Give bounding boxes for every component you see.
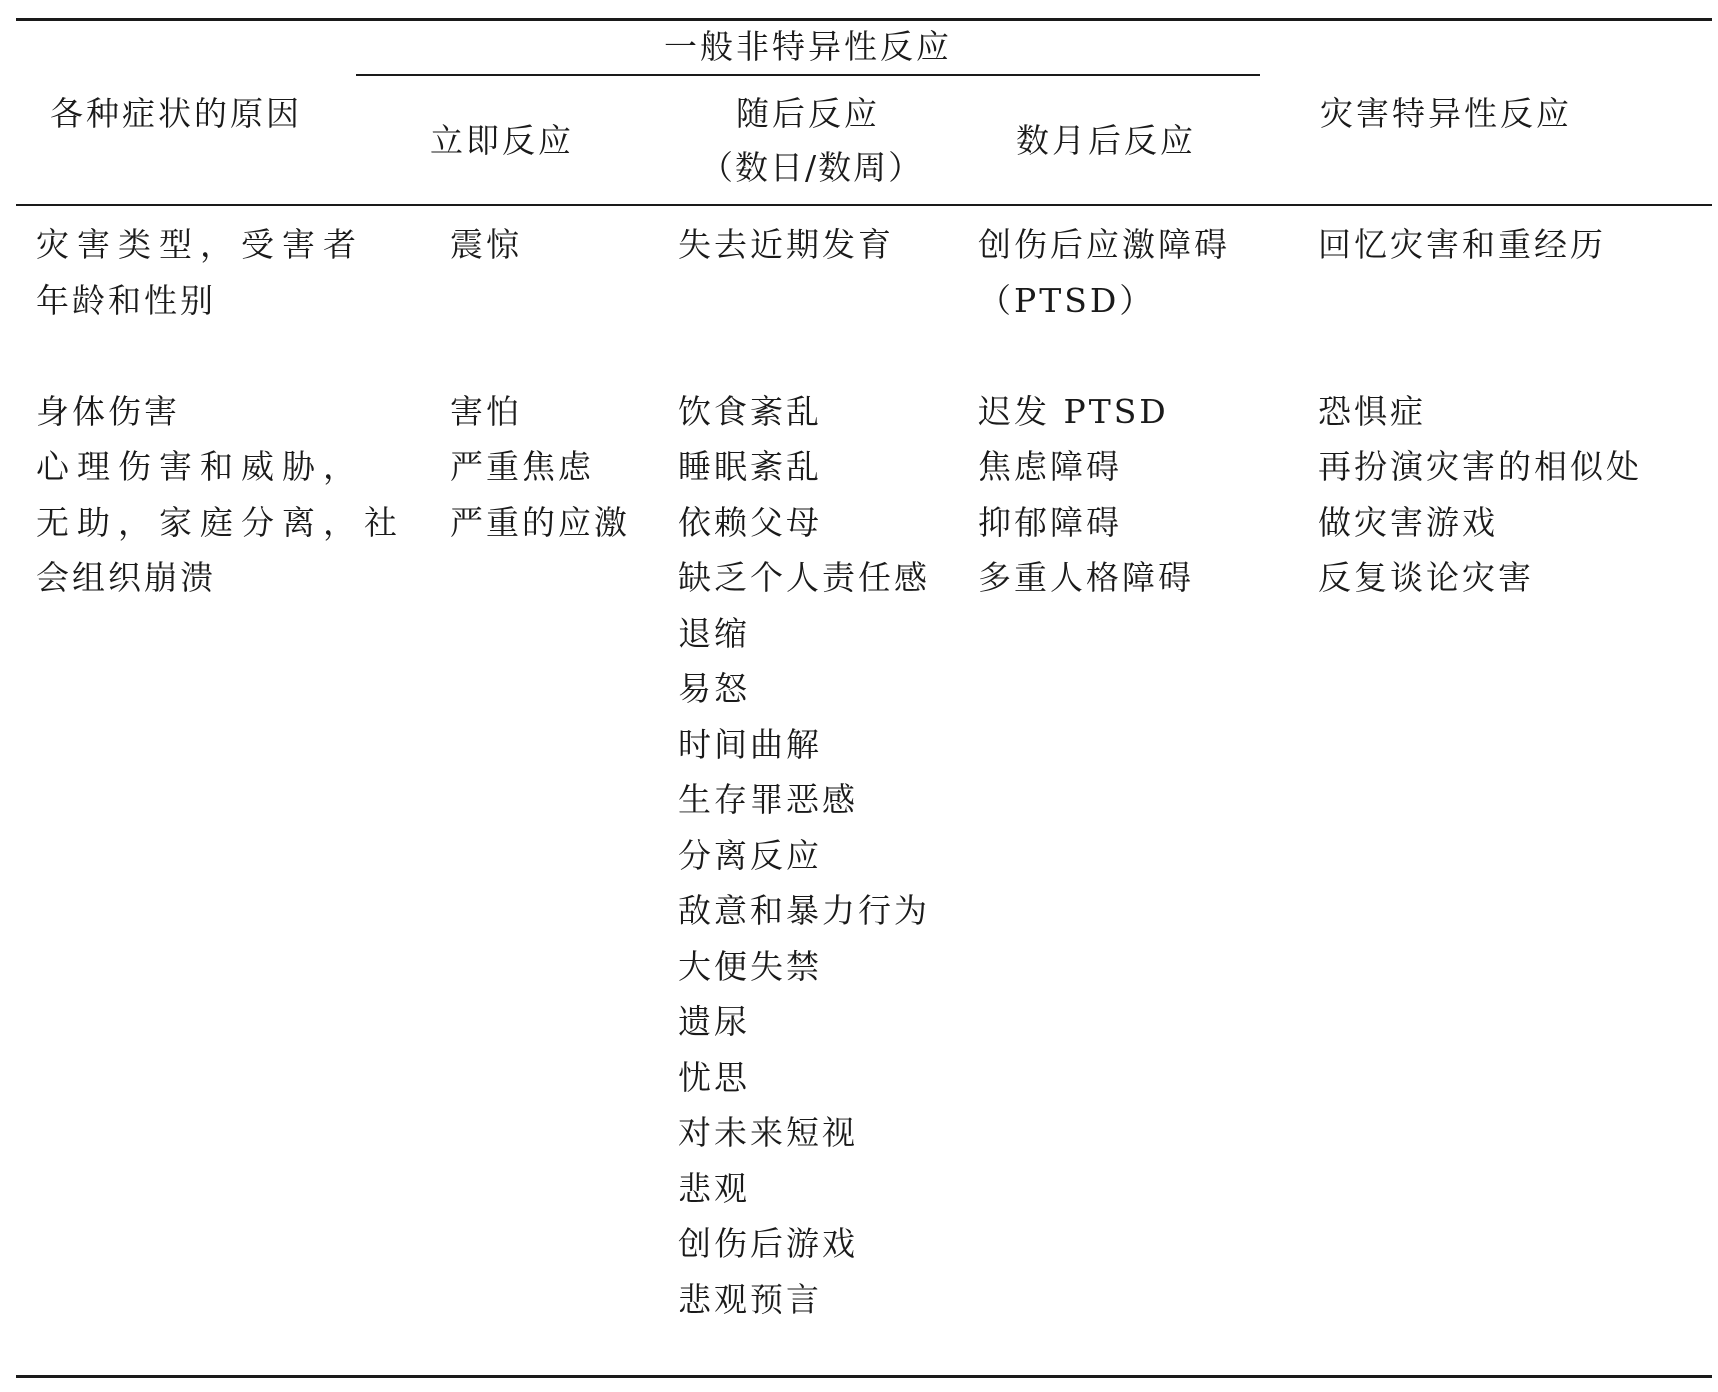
header-immediate: 立即反应 [430,121,574,160]
list-item: 悲观 [678,1168,750,1208]
list-item: 生存罪恶感 [678,780,858,819]
header-general-group: 一般非特异性反应 [664,27,952,66]
list-item: 反复谈论灾害 [1318,558,1534,597]
list-item: 遗尿 [678,1002,750,1041]
list-item: 再扮演灾害的相似处 [1318,447,1642,486]
column-subsequent [678,225,930,1335]
table-top-rule [16,18,1712,21]
list-item: 心理伤害和威胁， [36,447,364,486]
header-separator-rule [16,204,1712,206]
table-bottom-rule [16,1375,1712,1378]
list-item: 多重人格障碍 [978,558,1194,597]
list-item: 抑郁障碍 [978,502,1122,542]
list-item: 睡眠紊乱 [678,447,822,486]
list-item: 迟发 PTSD [978,391,1169,431]
list-item [1318,281,1642,392]
list-item: （PTSD） [978,280,1156,320]
list-item: 饮食紊乱 [678,391,822,431]
list-item: 严重的应激 [450,502,630,542]
list-item: 做灾害游戏 [1318,502,1498,542]
header-subsequent: 随后反应 [736,94,880,133]
list-item: 严重焦虑 [450,447,594,486]
header-causes: 各种症状的原因 [50,94,302,133]
column-months-later [978,225,1230,614]
column-causes [36,225,405,614]
list-item: 震惊 [450,225,522,264]
list-item: 无助，家庭分离，社 [36,502,405,542]
group-header-rule [356,74,1260,76]
header-subsequent-sub: （数日/数周） [700,148,924,187]
list-item: 害怕 [450,391,522,431]
list-item: 缺乏个人责任感 [678,558,930,597]
list-item: 创伤后游戏 [678,1224,858,1263]
list-item: 年龄和性别 [36,280,216,320]
list-item: 敌意和暴力行为 [678,891,930,930]
list-item [450,281,630,392]
list-item: 会组织崩溃 [36,558,216,597]
list-item: 灾害类型，受害者 [36,225,364,264]
list-item: 分离反应 [678,835,822,875]
column-disaster-specific [1318,225,1642,614]
list-item: 身体伤害 [36,391,180,431]
list-item [678,281,930,392]
list-item: 退缩 [678,613,750,653]
list-item: 创伤后应激障碍 [978,225,1230,264]
list-item: 易怒 [678,669,750,708]
header-disaster-specific: 灾害特异性反应 [1320,94,1572,133]
list-item: 依赖父母 [678,502,822,542]
list-item: 忧思 [678,1057,750,1097]
list-item: 恐惧症 [1318,391,1426,431]
list-item: 失去近期发育 [678,225,894,264]
list-item: 时间曲解 [678,724,822,764]
list-item: 悲观预言 [678,1279,822,1319]
list-item: 大便失禁 [678,946,822,986]
list-item: 焦虑障碍 [978,447,1122,486]
list-item: 对未来短视 [678,1113,858,1152]
list-item: 回忆灾害和重经历 [1318,225,1606,264]
header-months-later: 数月后反应 [1016,121,1196,160]
column-immediate [450,225,630,558]
